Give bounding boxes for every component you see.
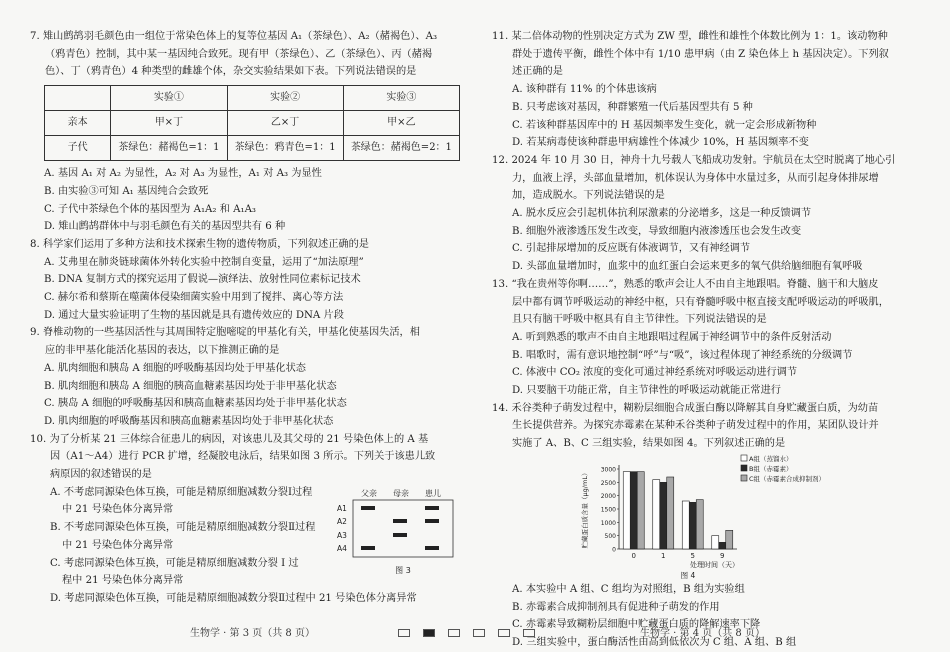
gel-col-label: 母亲: [393, 488, 409, 498]
q14-line: 14. 禾谷类种子萌发过程中，糊粉层细胞合成蛋白酶以降解其自身贮藏蛋白质，为幼苗: [492, 402, 879, 414]
question-12: [492, 152, 920, 276]
q10-option-b: [30, 519, 330, 554]
q10-line: 因（A1～A4）进行 PCR 扩增，经凝胶电泳后，结果如图 3 所示。下列关于该患儿致: [50, 451, 436, 463]
q10-option-a: [30, 484, 330, 519]
y-tick-label: 1500: [600, 506, 616, 514]
question-7: [30, 28, 460, 236]
mark: [473, 629, 485, 637]
bar-b: [689, 502, 696, 549]
gel-band: [425, 519, 439, 523]
gel-band: [393, 533, 407, 537]
gel-band: [393, 519, 407, 523]
y-axis-label: 贮藏蛋白质含量（μg/mL）: [581, 469, 589, 549]
q13-option: D. 只要脑干功能正常，自主节律性的呼吸运动就能正常进行: [512, 385, 781, 397]
table-header: 实验②: [227, 86, 343, 111]
bar-b: [630, 472, 637, 549]
q10-option-cont: 中 21 号染色体分离异常: [62, 504, 174, 516]
bar-c: [726, 530, 733, 549]
legend-label: B组（赤霉素）: [749, 464, 793, 473]
q8-option: B. DNA 复制方式的探究运用了假说—演绎法、放射性同位素标记技术: [44, 274, 361, 286]
q7-line: 7. 雉山鹧鸪羽毛颜色由一组位于常染色体上的复等位基因 A₁（茶绿色）、A₂（赭褐色）、A₃: [30, 31, 438, 42]
q10-line: 10. 为了分析某 21 三体综合征患儿的病因，对该患儿及其父母的 21 号染色体上的 A 基: [30, 433, 429, 445]
q8-stem: 8. 科学家们运用了多种方法和技术探索生物的遗传物质，下列叙述正确的是: [30, 238, 369, 250]
q9-line: 9. 脊椎动物的一些基因活性与其周围特定胞嘧啶的甲基化有关，甲基化使基因失活，相: [30, 327, 420, 339]
q14-option: D. 三组实验中，蛋白酶活性由高到低依次为 C 组、A 组、B 组: [512, 636, 797, 648]
left-page: [30, 28, 460, 608]
legend-swatch: [741, 475, 747, 481]
gel-col-label: 患儿: [425, 488, 441, 498]
q13-option: B. 唱歌时，需有意识地控制“呼”与“吸”，该过程体现了神经系统的分级调节: [512, 349, 853, 361]
mark: [448, 629, 460, 637]
x-tick-label: 1: [661, 551, 666, 560]
legend-label: C组（赤霉素合成抑制剂）: [749, 474, 826, 483]
q10-option-cont: 程中 21 号染色体分离异常: [62, 575, 184, 587]
q8-option: C. 赫尔希和蔡斯在噬菌体侵染细菌实验中用到了搅拌、离心等方法: [44, 292, 344, 304]
legend-swatch: [741, 455, 747, 461]
q10-line: 病原因的叙述错误的是: [50, 469, 152, 481]
q10-option-c: [30, 555, 330, 590]
figure-4-chart: [577, 453, 826, 581]
q12-line: 加，造成脱水。下列说法错误的是: [512, 190, 665, 202]
page-marks: [398, 629, 535, 637]
q12-option: D. 头部血量增加时，血浆中的血红蛋白会运来更多的氧气供给脑细胞有氧呼吸: [512, 261, 863, 273]
y-tick-label: 0: [612, 546, 616, 554]
q13-line: 层中都有调节呼吸运动的神经中枢，只有脊髓呼吸中枢直接支配呼吸运动的呼吸肌，: [512, 296, 889, 308]
table-cell: 甲×丁: [111, 111, 227, 136]
gel-figure: [335, 487, 460, 579]
q7-line: 色）、丁（鸦青色）4 种类型的雌雄个体，杂交实验结果如下表。下列说法错误的是: [45, 66, 417, 78]
legend-swatch: [741, 465, 747, 471]
x-axis-label: 处理时间（天）: [690, 560, 739, 569]
q9-line: 应的非甲基化能活化基因的表达，以下推测正确的是: [45, 345, 280, 357]
gel-band: [361, 506, 375, 510]
q7-option: D. 雉山鹧鸪群体中与羽毛颜色有关的基因型共有 6 种: [44, 221, 286, 233]
bar-c: [667, 477, 674, 549]
x-tick-label: 0: [631, 551, 636, 560]
q11-line: 11. 某二倍体动物的性别决定方式为 ZW 型，雌性和雄性个体数比例为 1：1。该动物种: [492, 31, 888, 42]
table-cell: 乙×丁: [227, 111, 343, 136]
q11-option: C. 若该种群基因库中的 H 基因频率发生变化，就一定会形成新物种: [512, 119, 817, 131]
y-tick-label: 1000: [600, 519, 616, 527]
gel-band: [361, 546, 375, 550]
q12-line: 12. 2024 年 10 月 30 日，神舟十九号载人飞船成功发射。宇航员在太空时脱离了地心引: [492, 154, 896, 166]
mark: [523, 629, 535, 637]
table-cell: 茶绿色：赭褐色=1：1: [111, 136, 227, 161]
figure-4-caption: 图 4: [680, 570, 696, 580]
gel-row-label: A2: [337, 516, 347, 526]
bar-a: [653, 480, 660, 549]
q7-option: A. 基因 A₁ 对 A₂ 为显性，A₂ 对 A₃ 为显性，A₁ 对 A₃ 为显性: [44, 168, 322, 180]
q13-option: C. 体液中 CO₂ 浓度的变化可通过神经系统对呼吸运动进行调节: [512, 367, 798, 379]
question-13: [492, 276, 920, 400]
q10-option-d: D. 考虑同源染色体互换，可能是精原细胞减数分裂Ⅱ过程中 21 号染色体分离异常: [50, 592, 417, 604]
bar-a: [712, 536, 719, 549]
bar-a: [623, 472, 630, 549]
footer-right: 生物学 · 第 4 页（共 8 页）: [640, 628, 765, 639]
q12-line: 力，血液上浮，头部血量增加，机体误认为身体中水量过多，从而引起身体排尿增: [512, 172, 879, 184]
y-tick-label: 500: [604, 533, 616, 541]
y-tick-label: 3000: [600, 466, 616, 474]
q12-option: A. 脱水反应会引起机体抗利尿激素的分泌增多，这是一种反馈调节: [512, 208, 812, 220]
q12-option: C. 引起排尿增加的反应既有体液调节，又有神经调节: [512, 243, 751, 255]
table-header: 实验①: [111, 86, 227, 111]
q14-option: B. 赤霉素合成抑制剂具有促进种子萌发的作用: [512, 601, 720, 613]
figure-4-container: [492, 453, 920, 581]
q7-option: C. 子代中茶绿色个体的基因型为 A₁A₂ 和 A₁A₃: [44, 203, 257, 215]
q7-table: [44, 85, 460, 161]
gel-caption: 图 3: [395, 565, 411, 575]
mark: [423, 629, 435, 637]
q14-line: 实施了 A、B、C 三组实验，结果如图 4。下列叙述正确的是: [512, 438, 786, 450]
question-14: [492, 400, 920, 652]
q10-option-text: A. 不考虑同源染色体互换，可能是精原细胞减数分裂Ⅰ过程: [50, 486, 313, 498]
bar-c: [696, 500, 703, 549]
question-8: [30, 236, 460, 325]
q9-option: A. 肌肉细胞和胰岛 A 细胞的呼吸酶基因均处于甲基化状态: [44, 362, 306, 374]
table-cell: 甲×乙: [343, 111, 459, 136]
q13-option: A. 听到熟悉的歌声不由自主地跟唱过程属于神经调节中的条件反射活动: [512, 331, 832, 343]
q7-line: （鸦青色）控制，其中某一基因纯合致死。现有甲（茶绿色）、乙（茶绿色）、丙（赭褐: [45, 48, 433, 60]
q9-option: B. 肌肉细胞和胰岛 A 细胞的胰高血糖素基因均处于非甲基化状态: [44, 380, 337, 392]
table-cell: 子代: [45, 136, 111, 161]
table-cell: 茶绿色：赭褐色=2：1: [343, 136, 459, 161]
q11-option: A. 该种群有 11% 的个体患该病: [512, 84, 657, 96]
footer-left: 生物学 · 第 3 页（共 8 页）: [190, 628, 315, 639]
legend-label: A组（蒸馏水）: [749, 454, 793, 463]
gel-band: [425, 506, 439, 510]
q13-line: 且只有脑干呼吸中枢具有自主节律性。下列说法错误的是: [512, 314, 767, 326]
q14-option: C. 赤霉素导致糊粉层细胞中贮藏蛋白质的降解速率下降: [512, 619, 761, 631]
q11-option: D. 若某病毒使该种群患甲病雄性个体减少 10%，H 基因频率不变: [512, 137, 809, 149]
gel-row-label: A1: [337, 503, 347, 513]
table-header: 实验③: [343, 86, 459, 111]
q7-option: B. 由实验③可知 A₁ 基因纯合会致死: [44, 185, 209, 197]
x-tick-label: 9: [720, 551, 725, 560]
q14-option: A. 本实验中 A 组、C 组均为对照组，B 组为实验组: [512, 583, 745, 595]
table-header: [45, 86, 111, 111]
gel-band: [425, 546, 439, 550]
q8-option: D. 通过大量实验证明了生物的基因就是具有遗传效应的 DNA 片段: [44, 309, 344, 321]
q13-line: 13. “我在贵州等你啊……”，熟悉的歌声会让人不由自主地跟唱。脊髓、脑干和大脑皮: [492, 278, 879, 290]
question-9: [30, 324, 460, 430]
right-page: [492, 28, 920, 652]
mark: [398, 629, 410, 637]
y-tick-label: 2500: [600, 479, 616, 487]
q9-option: D. 肌肉细胞的呼吸酶基因和胰高血糖素基因均处于非甲基化状态: [44, 415, 334, 427]
bar-b: [719, 542, 726, 549]
q11-line: 群处于遗传平衡，雌性个体中有 1/10 患甲病（由 Z 染色体上 h 基因决定）。下列叙: [512, 48, 889, 60]
q11-line: 述正确的是: [512, 66, 563, 78]
question-11: [492, 28, 920, 152]
table-cell: 茶绿色：鸦青色=1：1: [227, 136, 343, 161]
y-tick-label: 2000: [600, 493, 616, 501]
gel-col-label: 父亲: [361, 488, 377, 498]
q10-option-text: B. 不考虑同源染色体互换，可能是精原细胞减数分裂Ⅱ过程: [50, 522, 316, 534]
bar-a: [682, 501, 689, 549]
mark: [498, 629, 510, 637]
gel-row-label: A4: [337, 543, 347, 553]
q9-option: C. 胰岛 A 细胞的呼吸酶基因和胰高血糖素基因均处于非甲基化状态: [44, 398, 347, 410]
bar-b: [660, 482, 667, 549]
table-cell: 亲本: [45, 111, 111, 136]
q10-option-text: C. 考虑同源染色体互换，可能是精原细胞减数分裂 Ⅰ 过: [50, 557, 299, 569]
x-tick-label: 5: [690, 551, 695, 560]
q11-option: B. 只考虑该对基因，种群繁殖一代后基因型共有 5 种: [512, 101, 753, 113]
q12-option: B. 细胞外液渗透压发生改变，导致细胞内液渗透压也会发生改变: [512, 225, 802, 237]
bar-c: [637, 472, 644, 549]
question-10: [30, 431, 460, 608]
q10-option-cont: 中 21 号染色体分离异常: [62, 539, 174, 551]
gel-row-label: A3: [337, 530, 347, 540]
q14-line: 生长提供营养。为探究赤霉素在某种禾谷类种子萌发过程中的作用，某团队设计并: [512, 420, 879, 432]
q8-option: A. 艾弗里在肺炎链球菌体外转化实验中控制自变量，运用了“加法原理”: [44, 256, 364, 268]
